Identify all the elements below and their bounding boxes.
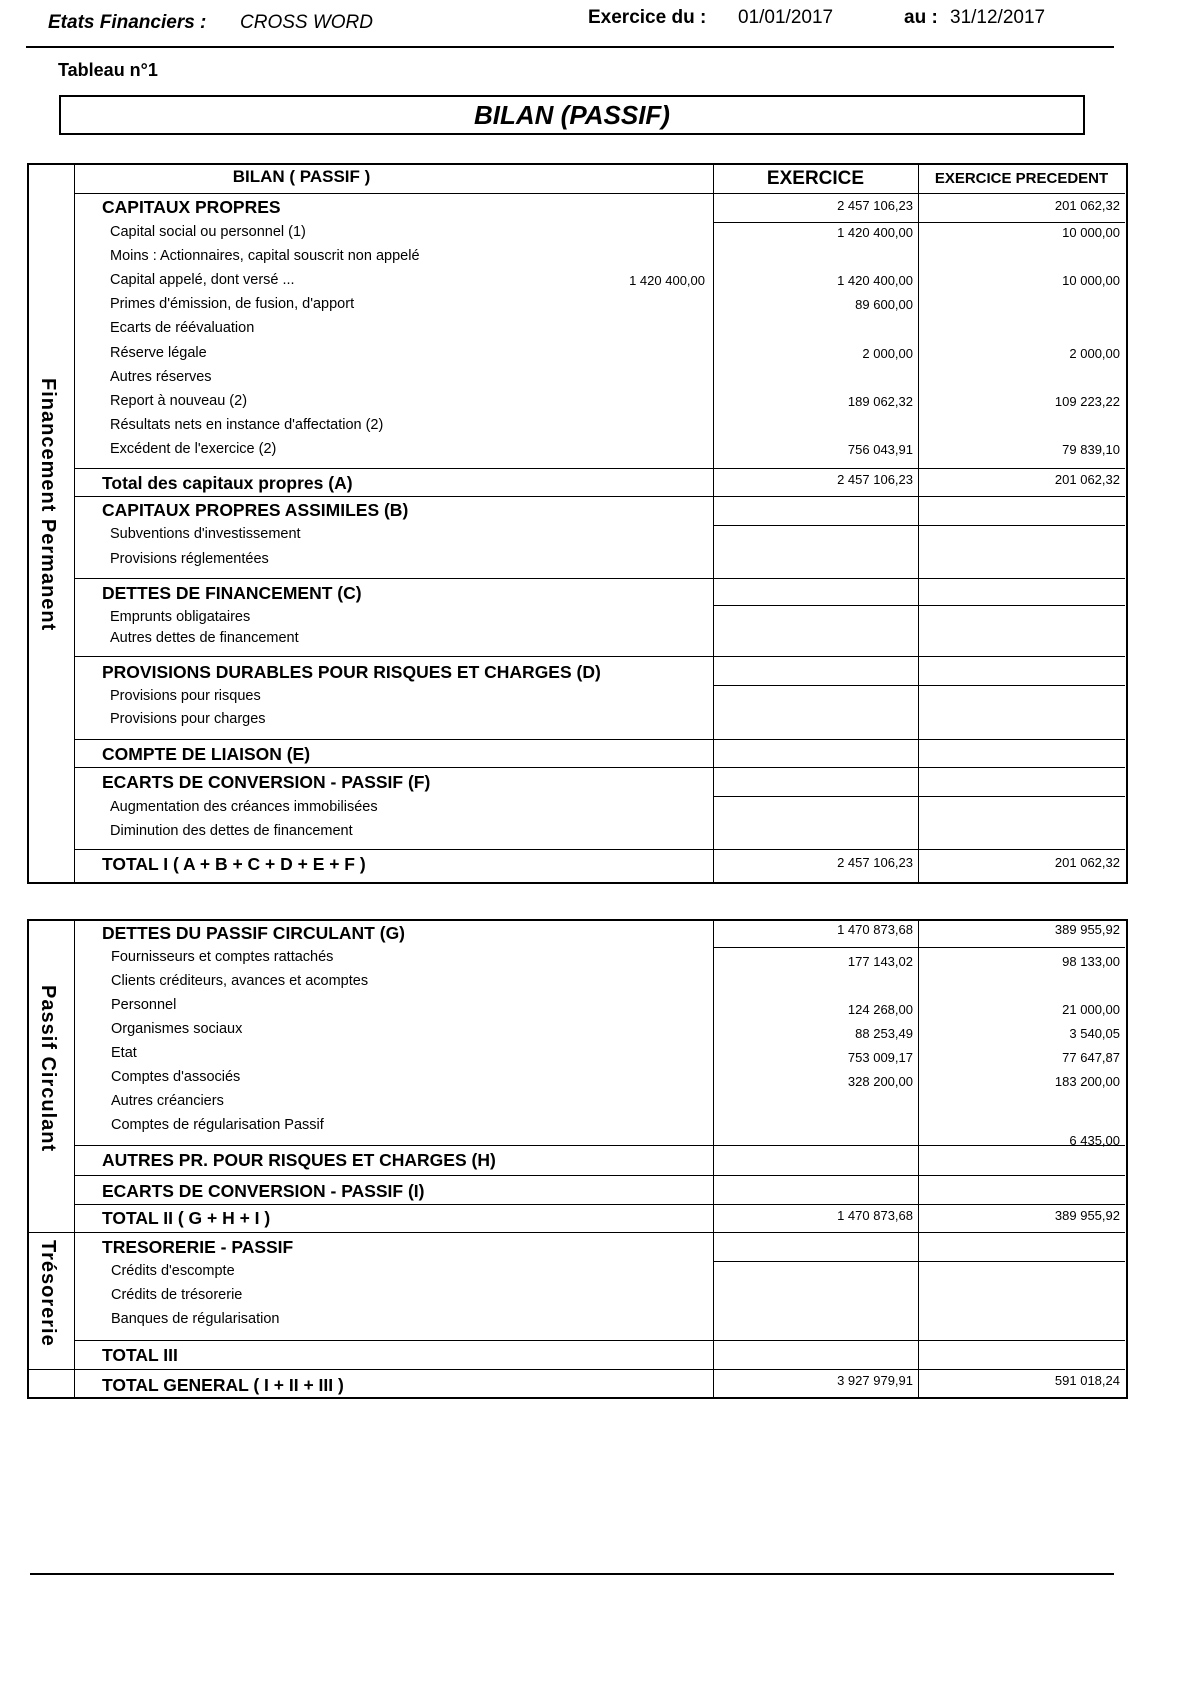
value-cell: 201 062,32 xyxy=(1054,198,1120,213)
value-cell: 6 435,00 xyxy=(1069,1133,1120,1148)
divider xyxy=(74,163,75,882)
value-cell: 591 018,24 xyxy=(1054,1373,1120,1388)
value-cell: 1 470 873,68 xyxy=(837,922,913,937)
divider xyxy=(74,656,1125,657)
list-item: Provisions réglementées xyxy=(110,551,269,567)
divider xyxy=(74,468,1125,469)
divider xyxy=(27,1369,1125,1370)
value-cell: 79 839,10 xyxy=(1062,442,1120,457)
value-cell: 389 955,92 xyxy=(1054,1208,1120,1223)
value-cell: 98 133,00 xyxy=(1062,954,1120,969)
value-cell: 3 927 979,91 xyxy=(837,1373,913,1388)
list-item: Emprunts obligataires xyxy=(110,609,251,625)
divider xyxy=(74,193,1125,194)
value-cell: 1 420 400,00 xyxy=(629,273,705,288)
list-item: Crédits d'escompte xyxy=(111,1263,235,1279)
divider xyxy=(713,163,714,882)
table-row-label: Résultats nets en instance d'affectation (2) xyxy=(110,417,384,433)
table-row-label: Personnel xyxy=(111,997,177,1013)
value-cell: 10 000,00 xyxy=(1062,273,1120,288)
table-row-label: Capital social ou personnel (1) xyxy=(110,224,306,240)
value-cell: 2 000,00 xyxy=(862,346,913,361)
side-label-tresorerie: Trésorerie xyxy=(37,1240,59,1347)
value-cell: 10 000,00 xyxy=(1062,225,1120,240)
divider xyxy=(27,1232,1125,1233)
table-row-label: Autres créanciers xyxy=(111,1093,224,1109)
exercice-label: Exercice du : xyxy=(588,7,707,28)
divider xyxy=(74,1340,1125,1341)
divider xyxy=(713,796,1125,797)
section-capitaux-propres: CAPITAUX PROPRES xyxy=(102,197,281,217)
table-row-label: Comptes de régularisation Passif xyxy=(111,1117,324,1133)
section-ecarts-conversion-passif: ECARTS DE CONVERSION - PASSIF (F) xyxy=(102,772,431,792)
list-item: Banques de régularisation xyxy=(111,1311,280,1327)
side-label-circulant: Passif Circulant xyxy=(37,985,59,1153)
header-rule xyxy=(26,46,1114,48)
value-cell: 1 420 400,00 xyxy=(837,225,913,240)
divider xyxy=(74,739,1125,740)
value-cell: 2 457 106,23 xyxy=(837,855,913,870)
divider xyxy=(713,222,1125,223)
table-row-label: Capital appelé, dont versé ... xyxy=(110,272,295,288)
table-row-label: Report à nouveau (2) xyxy=(110,393,248,409)
value-cell: 109 223,22 xyxy=(1054,394,1120,409)
table-row-label: Moins : Actionnaires, capital souscrit non appelé xyxy=(110,248,420,264)
value-cell: 2 457 106,23 xyxy=(837,198,913,213)
au-label: au : xyxy=(904,7,938,28)
value-cell: 2 000,00 xyxy=(1069,346,1120,361)
section-dettes-passif-circulant: DETTES DU PASSIF CIRCULANT (G) xyxy=(102,923,406,943)
divider xyxy=(74,767,1125,768)
divider xyxy=(713,919,714,1397)
header-label: Etats Financiers : xyxy=(48,12,207,33)
value-cell: 77 647,87 xyxy=(1062,1050,1120,1065)
total-ii: TOTAL II ( G + H + I ) xyxy=(102,1208,271,1228)
value-cell: 753 009,17 xyxy=(847,1050,913,1065)
section-tresorerie-passif: TRESORERIE - PASSIF xyxy=(102,1237,294,1257)
table-row-label: Autres réserves xyxy=(110,369,212,385)
list-item: Autres dettes de financement xyxy=(110,630,299,646)
value-cell: 124 268,00 xyxy=(847,1002,913,1017)
table-row-label: Primes d'émission, de fusion, d'apport xyxy=(110,296,355,312)
value-cell: 389 955,92 xyxy=(1054,922,1120,937)
table-row-label: Ecarts de réévaluation xyxy=(110,320,255,336)
table-row-label: Organismes sociaux xyxy=(111,1021,243,1037)
divider xyxy=(713,1261,1125,1262)
divider xyxy=(74,578,1125,579)
list-item: Provisions pour charges xyxy=(110,711,266,727)
side-label-permanent: Financement Permanent xyxy=(37,378,59,632)
total-i: TOTAL I ( A + B + C + D + E + F ) xyxy=(102,854,366,874)
total-iii: TOTAL III xyxy=(102,1345,178,1365)
date-from: 01/01/2017 xyxy=(738,7,834,28)
total-capitaux-propres: Total des capitaux propres (A) xyxy=(102,473,353,493)
section-dettes-financement: DETTES DE FINANCEMENT (C) xyxy=(102,583,362,603)
table-row-label: Comptes d'associés xyxy=(111,1069,241,1085)
table-row-label: Excédent de l'exercice (2) xyxy=(110,441,277,457)
divider xyxy=(74,849,1125,850)
date-to: 31/12/2017 xyxy=(950,7,1046,28)
value-cell: 189 062,32 xyxy=(847,394,913,409)
section-ecarts-conversion-i: ECARTS DE CONVERSION - PASSIF (I) xyxy=(102,1181,425,1201)
value-cell: 1 470 873,68 xyxy=(837,1208,913,1223)
list-item: Augmentation des créances immobilisées xyxy=(110,799,378,815)
value-cell: 183 200,00 xyxy=(1054,1074,1120,1089)
table-row-label: Fournisseurs et comptes rattachés xyxy=(111,949,334,965)
value-cell: 3 540,05 xyxy=(1069,1026,1120,1041)
divider xyxy=(74,496,1125,497)
list-item: Subventions d'investissement xyxy=(110,526,301,542)
divider xyxy=(713,947,1125,948)
divider xyxy=(74,1204,1125,1205)
col-header-label: BILAN ( PASSIF ) xyxy=(232,167,371,186)
divider xyxy=(713,525,1125,526)
total-general: TOTAL GENERAL ( I + II + III ) xyxy=(102,1375,344,1395)
section-provisions-durables: PROVISIONS DURABLES POUR RISQUES ET CHARGES (D) xyxy=(102,662,601,682)
divider xyxy=(74,1175,1125,1176)
divider xyxy=(713,605,1125,606)
list-item: Diminution des dettes de financement xyxy=(110,823,353,839)
value-cell: 1 420 400,00 xyxy=(837,273,913,288)
table-row-label: Réserve légale xyxy=(110,345,207,361)
value-cell: 89 600,00 xyxy=(855,297,913,312)
page-title: BILAN (PASSIF) xyxy=(59,95,1085,135)
footer-rule xyxy=(30,1573,1114,1575)
divider xyxy=(918,919,919,1397)
value-cell: 88 253,49 xyxy=(855,1026,913,1041)
divider xyxy=(918,163,919,882)
value-cell: 201 062,32 xyxy=(1054,472,1120,487)
value-cell: 201 062,32 xyxy=(1054,855,1120,870)
value-cell: 2 457 106,23 xyxy=(837,472,913,487)
section-capitaux-assimiles: CAPITAUX PROPRES ASSIMILES (B) xyxy=(102,500,409,520)
table-row-label: Etat xyxy=(111,1045,137,1061)
divider xyxy=(74,919,75,1397)
value-cell: 21 000,00 xyxy=(1062,1002,1120,1017)
section-autres-provisions: AUTRES PR. POUR RISQUES ET CHARGES (H) xyxy=(102,1150,496,1170)
col-header-exercice: EXERCICE xyxy=(766,168,865,189)
value-cell: 328 200,00 xyxy=(847,1074,913,1089)
divider xyxy=(713,685,1125,686)
list-item: Crédits de trésorerie xyxy=(111,1287,243,1303)
tableau-label: Tableau n°1 xyxy=(58,60,158,80)
company-name: CROSS WORD xyxy=(240,12,373,33)
list-item: Provisions pour risques xyxy=(110,688,261,704)
col-header-exercice-precedent: EXERCICE PRECEDENT xyxy=(934,170,1109,187)
section-compte-liaison: COMPTE DE LIAISON (E) xyxy=(102,744,311,764)
value-cell: 756 043,91 xyxy=(847,442,913,457)
value-cell: 177 143,02 xyxy=(847,954,913,969)
table-row-label: Clients créditeurs, avances et acomptes xyxy=(111,973,369,989)
